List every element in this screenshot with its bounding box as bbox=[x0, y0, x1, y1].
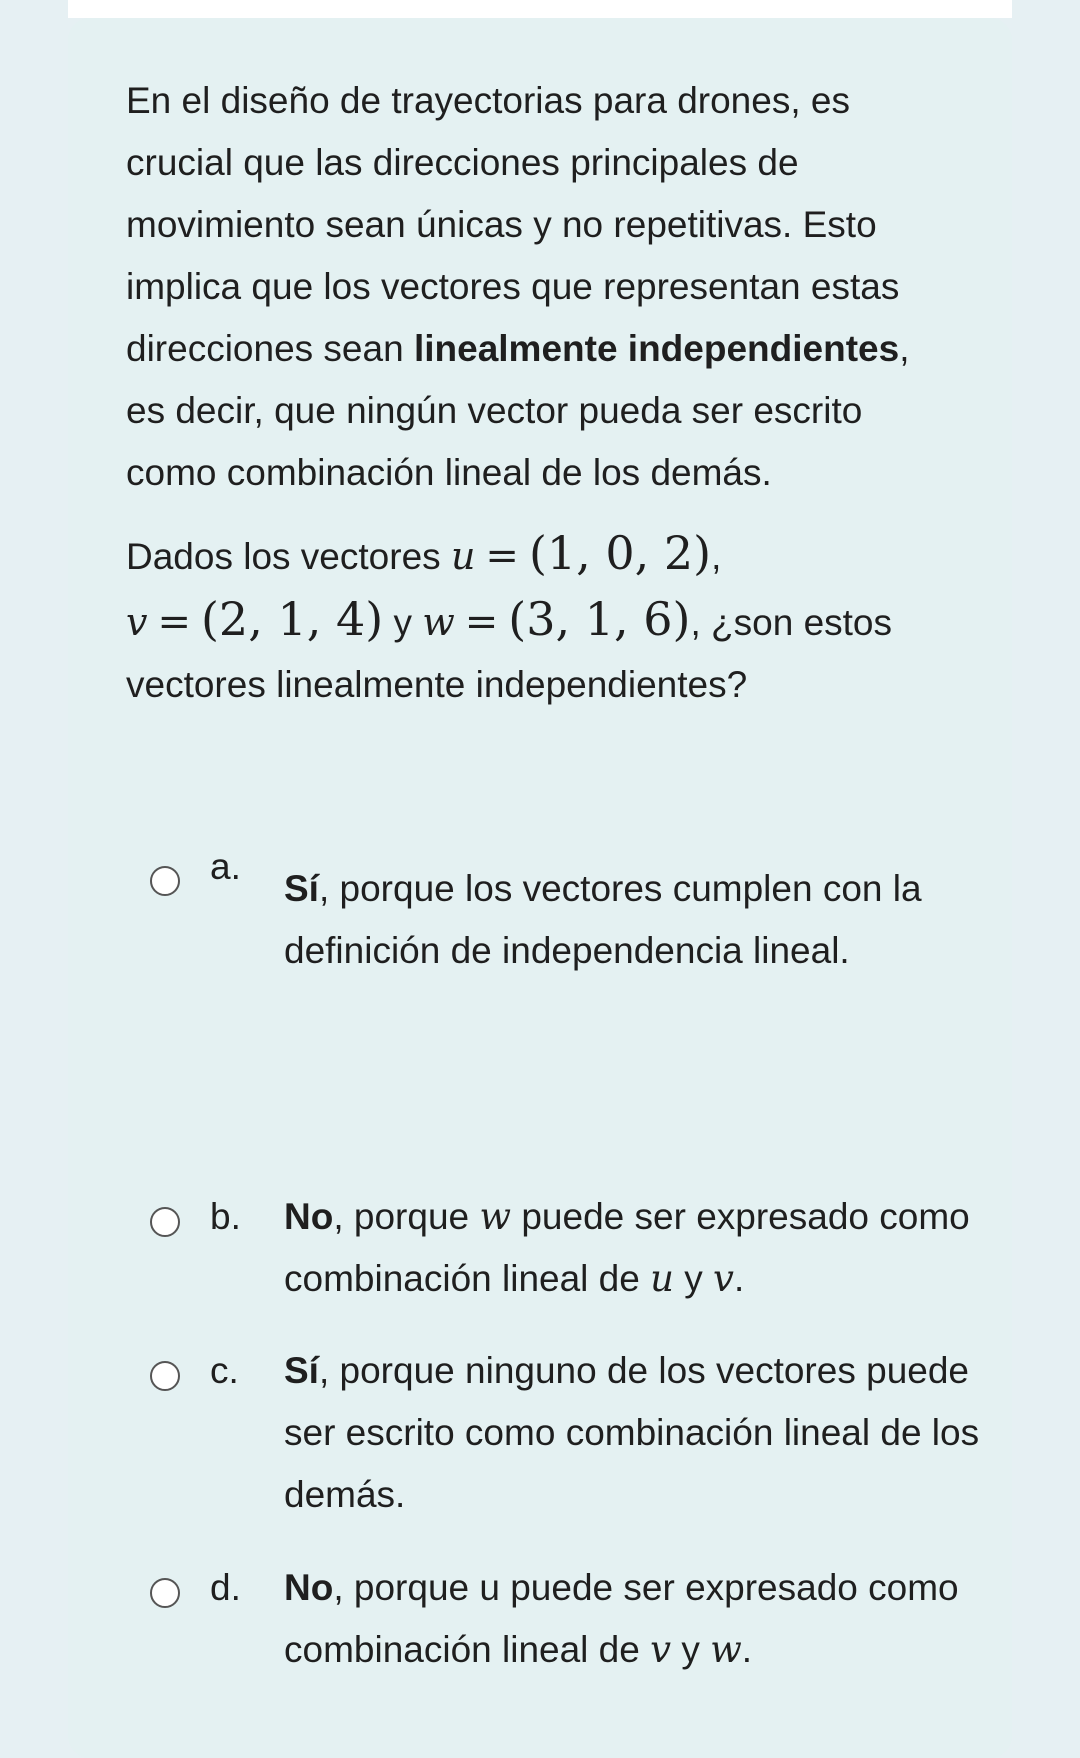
option-d-explanation-start: , porque u puede ser expresado como combinación lineal de bbox=[284, 1567, 959, 1670]
option-d-letter: d. bbox=[210, 1567, 241, 1608]
option-c-radio[interactable] bbox=[150, 1361, 180, 1391]
option-d-answer: No bbox=[284, 1567, 334, 1608]
option-d-var-w: w bbox=[710, 1628, 742, 1671]
vector-u-value: (1, 0, 2) bbox=[528, 526, 712, 580]
question-intro: En el diseño de trayectorias para drones, es crucial que las direcciones principales de movimiento sean únicas y no repetitivas. Esto implica que los vectores que representan estas direcciones sean bbox=[126, 80, 900, 369]
vector-u-name: u bbox=[450, 534, 476, 578]
equals-sign: = bbox=[157, 599, 191, 645]
option-b-explanation-middle: puede ser expresado como combinación lineal de bbox=[284, 1196, 970, 1299]
option-a-radio[interactable] bbox=[150, 866, 180, 896]
option-c-letter: c. bbox=[210, 1350, 239, 1391]
question-emphasis: linealmente independientes bbox=[413, 328, 900, 369]
option-d-radio[interactable] bbox=[150, 1578, 180, 1608]
option-b-var-v: v bbox=[713, 1257, 734, 1300]
option-b-conjunction: y bbox=[684, 1258, 703, 1299]
equals-sign: = bbox=[485, 533, 519, 579]
question-prompt: , ¿son estos vectores linealmente independientes? bbox=[126, 602, 892, 705]
conjunction: y bbox=[393, 602, 412, 643]
question-paragraph-2 bbox=[126, 522, 946, 716]
vector-w-name: w bbox=[422, 600, 455, 644]
option-b-radio[interactable] bbox=[150, 1207, 180, 1237]
question-paragraph-1 bbox=[126, 70, 946, 504]
equals-sign: = bbox=[464, 599, 499, 645]
vector-v-name: v bbox=[126, 600, 148, 644]
option-d-period: . bbox=[741, 1629, 753, 1670]
option-d-var-v: v bbox=[650, 1628, 672, 1671]
option-b-var-u: u bbox=[650, 1257, 674, 1300]
option-b-text bbox=[284, 1186, 984, 1310]
option-d-conjunction: y bbox=[681, 1629, 700, 1670]
option-b-answer: No bbox=[284, 1196, 334, 1237]
option-c-explanation: , porque ninguno de los vectores puede ser escrito como combinación lineal de los demás. bbox=[284, 1350, 980, 1515]
top-strip bbox=[0, 0, 1080, 20]
option-d-text bbox=[284, 1557, 984, 1681]
option-b-period: . bbox=[733, 1258, 745, 1299]
option-a-text bbox=[284, 858, 984, 982]
option-a-answer: Sí bbox=[284, 868, 319, 909]
header-bar bbox=[68, 0, 1012, 18]
given-vectors-label: Dados los vectores bbox=[126, 536, 441, 577]
question-intro-end: , es decir, que ningún vector pueda ser escrito como combinación lineal de los demás. bbox=[126, 328, 910, 493]
option-a-explanation: , porque los vectores cumplen con la definición de independencia lineal. bbox=[284, 868, 922, 971]
vector-v-value: (2, 1, 4) bbox=[200, 592, 384, 646]
vector-w-value: (3, 1, 6) bbox=[508, 592, 691, 646]
vector-u bbox=[450, 526, 712, 580]
question-text bbox=[126, 70, 946, 716]
option-b-letter: b. bbox=[210, 1196, 241, 1237]
vector-v bbox=[126, 592, 384, 646]
option-b-explanation-start: , porque bbox=[333, 1196, 470, 1237]
vector-w bbox=[422, 592, 691, 646]
option-a-letter: a. bbox=[210, 846, 241, 887]
option-b-var-w: w bbox=[479, 1195, 512, 1238]
comma: , bbox=[711, 536, 722, 577]
option-c-answer: Sí bbox=[284, 1350, 319, 1391]
option-c-text bbox=[284, 1340, 984, 1526]
